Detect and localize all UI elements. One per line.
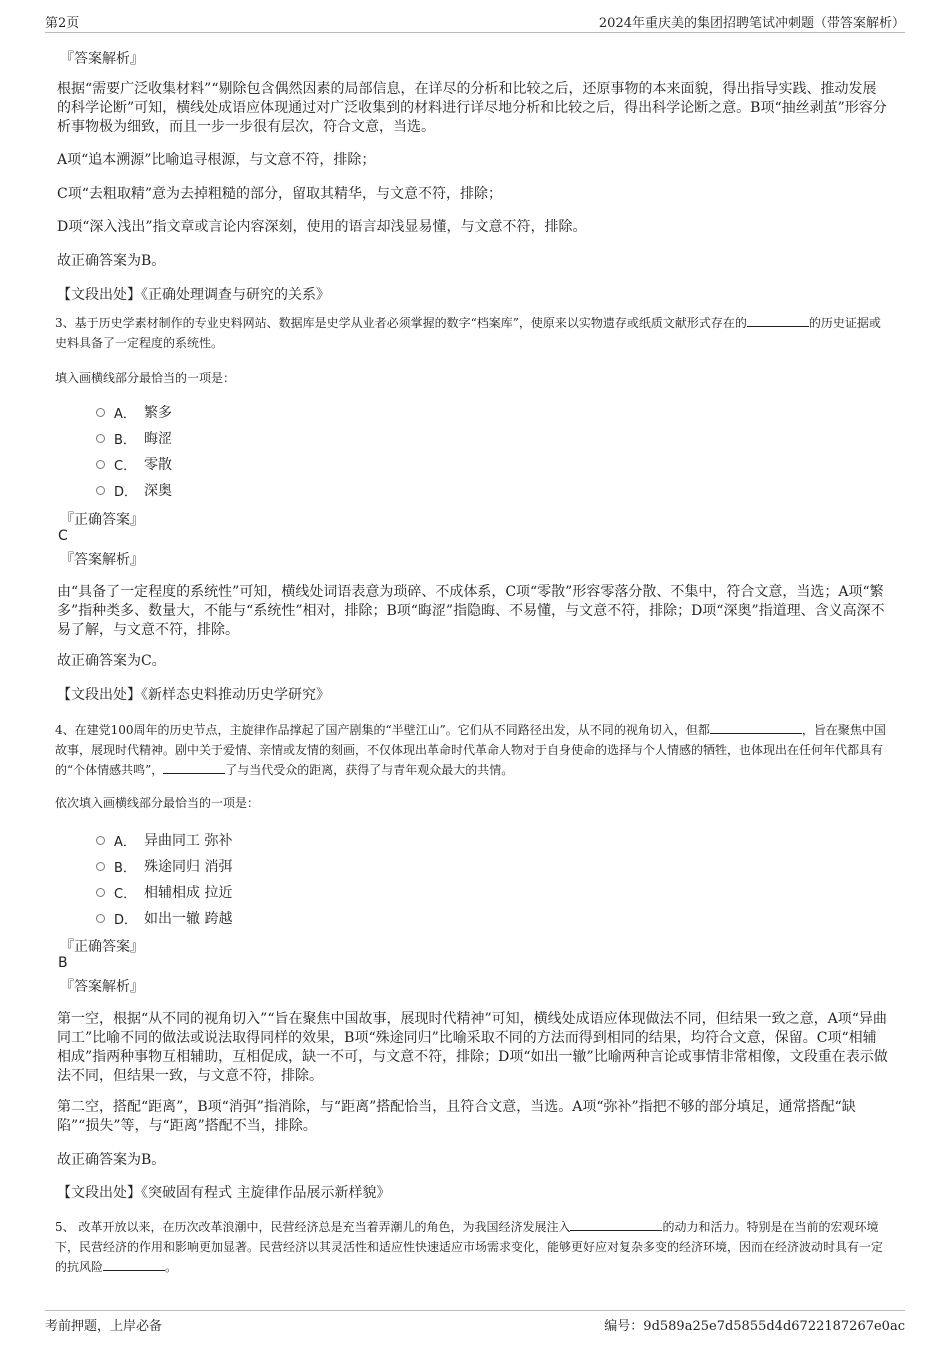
analysis-label: 『答案解析』 [60, 552, 144, 568]
q2-option-d-note: D项“深入浅出”指文章或言论内容深刻，使用的语言却浅显易懂，与文意不符，排除。 [57, 219, 587, 235]
q4-stem: 4、在建党100周年的历史节点，主旋律作品撑起了国产剧集的“半壁江山”。它们从不同路径出发，从不同的视角切入，但都 ，旨在聚焦中国故事，展现时代精神。剧中关于爱情、亲情或友情的刻画，不仅体现出革命时代革命人物对于自身使命的选择与个人情感的牺牲，也体现出在任何年代都具有的“个体情感共鸣”， 了与当代受众的距离，获得了与青年观众最大的共情。 [55, 723, 886, 777]
q3-answer: C [58, 528, 68, 544]
correct-answer-label: 『正确答案』 [60, 512, 144, 528]
q4-source: 【文段出处】《突破固有程式 主旋律作品展示新样貌》 [57, 1185, 391, 1201]
q3-option-d[interactable]: D． 深奥 [96, 480, 172, 500]
q4-option-d[interactable]: D． 如出一辙 跨越 [96, 908, 232, 928]
answer-blank [570, 1218, 662, 1231]
q4-option-c[interactable]: C． 相辅相成 拉近 [96, 882, 232, 902]
answer-blank [747, 314, 809, 327]
analysis-label: 『答案解析』 [60, 51, 144, 67]
q3-stem: 3、基于历史学素材制作的专业史料网站、数据库是史学从业者必须掌握的数字“档案库”，使原来以实物遗存或纸质文献形式存在的 的历史证据或史料具备了一定程度的系统性。 [55, 316, 881, 350]
radio-icon[interactable] [96, 888, 105, 897]
radio-icon[interactable] [96, 914, 105, 923]
q4-prompt: 依次填入画横线部分最恰当的一项是： [55, 796, 260, 810]
answer-blank [163, 761, 225, 774]
answer-blank [103, 1258, 165, 1271]
page-footer [45, 1310, 905, 1335]
q4-option-a[interactable]: A． 异曲同工 弥补 [96, 830, 232, 850]
q3-prompt: 填入画横线部分最恰当的一项是： [55, 371, 236, 385]
radio-icon[interactable] [96, 836, 105, 845]
radio-icon[interactable] [96, 862, 105, 871]
footer-slogan: 考前押题，上岸必备 [45, 1319, 163, 1334]
page-number: 第2页 [45, 16, 80, 31]
page-header [45, 10, 905, 33]
q2-source: 【文段出处】《正确处理调查与研究的关系》 [57, 287, 330, 303]
q2-analysis: 根据“需要广泛收集材料”“剔除包含偶然因素的局部信息，在详尽的分析和比较之后，还原事物的本来面貌，得出指导实践、推动发展的科学论断”可知，横线处成语应体现通过对广泛收集到的材料进行详尽地分析和比较之后，得出科学论断之意。B项“抽丝剥茧”形容分析事物极为细致，而且一步一步很有层次，符合文意，当选。 [57, 81, 887, 135]
q3-conclusion: 故正确答案为C。 [57, 653, 166, 669]
radio-icon[interactable] [96, 408, 105, 417]
q5-stem: 5、 改革开放以来，在历次改革浪潮中，民营经济总是充当着弄潮儿的角色，为我国经济发展注入 的动力和活力。特别是在当前的宏观环境下，民营经济的作用和影响更加显著。民营经济以其灵活性和适应性快速适应市场需求变化，能够更好应对复杂多变的经济环境，因而在经济波动时具有一定的抗风险 。 [55, 1220, 884, 1274]
q3-option-c[interactable]: C． 零散 [96, 454, 172, 474]
radio-icon[interactable] [96, 434, 105, 443]
document-id: 编号：9d589a25e7d5855d4d6722187267e0ac [604, 1319, 905, 1334]
radio-icon[interactable] [96, 486, 105, 495]
analysis-label: 『答案解析』 [60, 979, 144, 995]
q3-option-a[interactable]: A． 繁多 [96, 402, 172, 422]
q3-source: 【文段出处】《新样态史料推动历史学研究》 [57, 687, 330, 703]
q3-analysis: 由“具备了一定程度的系统性”可知，横线处词语表意为琐碎、不成体系，C项“零散”形容零落分散、不集中，符合文意，当选；A项“繁多”指种类多、数量大，不能与“系统性”相对，排除；B项“晦涩”指隐晦、不易懂，与文意不符，排除；D项“深奥”指道理、含义高深不易了解，与文意不符，排除。 [57, 584, 885, 638]
radio-icon[interactable] [96, 460, 105, 469]
answer-blank [710, 721, 802, 734]
q2-conclusion: 故正确答案为B。 [57, 253, 166, 269]
q4-option-b[interactable]: B． 殊途同归 消弭 [96, 856, 232, 876]
correct-answer-label: 『正确答案』 [60, 939, 144, 955]
q4-analysis-blank2: 第二空，搭配“距离”，B项“消弭”指消除，与“距离”搭配恰当，且符合文意，当选。A项“弥补”指把不够的部分填足，通常搭配“缺陷”“损失”等，与“距离”搭配不当，排除。 [57, 1099, 856, 1134]
q4-conclusion: 故正确答案为B。 [57, 1152, 166, 1168]
q3-option-b[interactable]: B． 晦涩 [96, 428, 172, 448]
document-title: 2024年重庆美的集团招聘笔试冲刺题（带答案解析） [598, 16, 905, 31]
q4-answer: B [58, 955, 68, 971]
q4-analysis-blank1: 第一空，根据“从不同的视角切入”“旨在聚焦中国故事，展现时代精神”可知，横线处成语应体现做法不同，但结果一致之意，A项“异曲同工”比喻不同的做法或说法取得同样的效果，B项“殊途同归”比喻采取不同的方法而得到相同的结果，均符合文意，保留。C项“相辅相成”指两种事物互相辅助，互相促成，缺一不可，与文意不符，排除；D项“如出一辙”比喻两种言论或事情非常相像，文段重在表示做法不同，但结果一致，与文意不符，排除。 [57, 1011, 888, 1084]
q2-option-c-note: C项“去粗取精”意为去掉粗糙的部分，留取其精华，与文意不符，排除； [57, 186, 503, 202]
q2-option-a-note: A项“追本溯源”比喻追寻根源，与文意不符，排除； [57, 152, 376, 168]
